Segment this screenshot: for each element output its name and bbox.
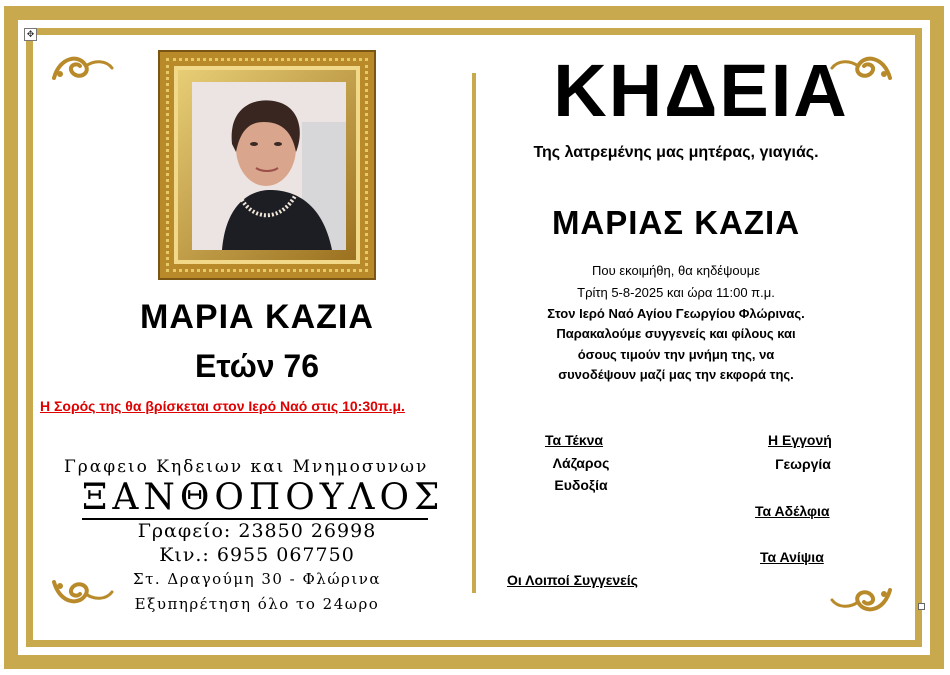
announcement-line: Τρίτη 5-8-2025 και ώρα 11:00 π.μ. [577, 285, 775, 300]
gold-scroll-ornament-icon [830, 582, 894, 618]
child-name: Ευδοξία [554, 477, 608, 493]
siblings-label: Τα Αδέλφια [755, 503, 830, 519]
deceased-age: Ετών 76 [194, 348, 320, 384]
office-phone: Γραφείο: 23850 26998 [137, 520, 377, 542]
nephews-label: Τα Ανίψια [760, 549, 824, 565]
grandchildren-label: Η Εγγονή [768, 432, 832, 448]
funeral-office-heading: Γραφειο Κηδειων και Μνημοσυνων [64, 457, 429, 477]
service-hours: Εξυπηρέτηση όλο το 24ωρο [134, 595, 380, 613]
announcement-line: όσους τιμούν την μνήμη της, να [577, 347, 775, 362]
deceased-name: ΜΑΡΙΑ ΚΑΖΙΑ [140, 298, 374, 336]
mobile-phone: Κιν.: 6955 067750 [159, 544, 355, 566]
deceased-name-genitive: ΜΑΡΙΑΣ ΚΑΖΙΑ [551, 204, 801, 241]
funeral-office-name: ΞΑΝΘΟΠΟΥΛΟΣ [82, 477, 445, 518]
other-relatives-label: Οι Λοιποί Συγγενείς [507, 572, 638, 588]
announcement-line: Που εκοιμήθη, θα κηδέψουμε [591, 263, 760, 278]
coffin-notice: Η Σορός της θα βρίσκεται στον Ιερό Ναό στις 10:30π.μ. [40, 398, 405, 414]
page-title: ΚΗΔΕΙΑ [553, 49, 849, 132]
grandchild-name: Γεωργία [775, 456, 831, 472]
children-label: Τα Τέκνα [545, 432, 604, 448]
resize-handle-icon[interactable] [918, 603, 925, 610]
gold-scroll-ornament-icon [50, 50, 114, 86]
portrait-frame [160, 52, 374, 278]
announcement-line: Παρακαλούμε συγγενείς και φίλους και [556, 326, 796, 341]
announcement-line: συνοδέψουν μαζί μας την εκφορά της. [558, 367, 794, 382]
move-handle-icon[interactable]: ✥ [24, 28, 37, 41]
office-address: Στ. Δραγούμη 30 - Φλώρινα [132, 570, 381, 588]
announcement-line: Στον Ιερό Ναό Αγίου Γεωργίου Φλώρινας. [547, 306, 805, 321]
dedication-line: Της λατρεμένης μας μητέρας, γιαγιάς. [533, 144, 819, 161]
child-name: Λάζαρος [552, 455, 610, 471]
portrait-photo [192, 82, 346, 250]
